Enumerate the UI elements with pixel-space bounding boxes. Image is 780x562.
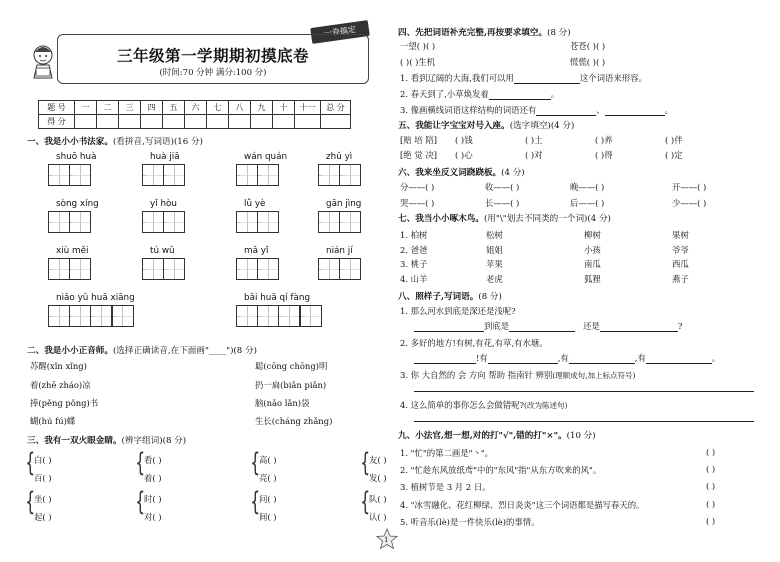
section9-heading: 九、小法官,想一想,对的打"√",错的打"×"。 (398, 431, 567, 441)
score-row-label: 得 分 (39, 115, 75, 129)
title-box (57, 34, 369, 84)
section7-title (398, 212, 611, 224)
section8-title (398, 290, 502, 302)
s8-q2-blank-1[interactable] (414, 355, 476, 364)
char-pair-item[interactable]: 看( ) (144, 455, 162, 465)
s6-item[interactable]: 后——( ) (570, 198, 605, 208)
writing-cell[interactable] (339, 258, 361, 280)
section6-note: (4 分) (501, 168, 525, 178)
writing-grid[interactable] (142, 258, 184, 280)
judge-statement: 1. "忙"的第二画是"丶"。 (400, 448, 494, 458)
s8-q2-answer (414, 352, 720, 364)
pinyin-label: bǎi huā qí fàng (244, 293, 311, 303)
judge-statement: 3. 植树节是 3 月 2 日。 (400, 482, 491, 493)
char-pair-item[interactable]: 发( ) (369, 473, 387, 483)
s4-q1 (400, 72, 647, 84)
score-cell[interactable] (273, 115, 295, 129)
s4-q3-blank-1[interactable] (536, 107, 596, 116)
brace-icon: { (360, 448, 371, 478)
s2-left-1[interactable]: 苏醒(xǐn xǐng) (30, 361, 87, 371)
s6-item[interactable]: 收——( ) (485, 182, 520, 192)
word-option[interactable]: 2. 爸爸 (400, 244, 428, 255)
writing-cell[interactable] (257, 305, 279, 327)
writing-cell[interactable] (278, 305, 300, 327)
pinyin-label: sòng xíng (56, 199, 99, 209)
writing-grid[interactable] (142, 164, 184, 186)
page-subtitle: (时间:70 分钟 满分:100 分) (159, 68, 267, 78)
s4-row1-right[interactable]: 苍苍( )( ) (570, 41, 606, 51)
s8-q2-blank-3[interactable] (569, 355, 635, 364)
writing-grid[interactable] (318, 164, 360, 186)
writing-grid[interactable] (48, 211, 90, 233)
pinyin-label: tú wǔ (150, 246, 175, 256)
s4-q3 (400, 104, 673, 116)
word-option[interactable]: 苹果 (486, 259, 503, 269)
writing-cell[interactable] (339, 211, 361, 233)
section8-note: (8 分) (478, 292, 502, 302)
score-cell[interactable] (185, 115, 207, 129)
score-header-cell: 一 (75, 101, 97, 115)
char-pair-item[interactable]: 时( ) (144, 494, 162, 504)
score-header-cell: 九 (251, 101, 273, 115)
word-option[interactable]: 老虎 (486, 273, 503, 284)
char-pair-item[interactable]: 对( ) (144, 512, 162, 522)
s8-q4-note: (改为陈述句) (524, 401, 568, 410)
score-header-cell: 二 (97, 101, 119, 115)
section6-heading: 六、我来坐反义词跷跷板。 (398, 168, 502, 178)
score-header-cell: 三 (119, 101, 141, 115)
writing-cell[interactable] (339, 164, 361, 186)
writing-grid[interactable] (142, 211, 184, 233)
section1-note: (看拼音,写词语)(16 分) (112, 137, 203, 147)
s5-row1-item[interactable]: ( )伴 (665, 135, 683, 145)
s8-q4-answer-line[interactable] (414, 421, 754, 422)
s4-q3-sep: 、 (596, 105, 605, 115)
section5-title (398, 119, 574, 131)
pinyin-label: mǎ yǐ (244, 246, 269, 256)
s8-q2-word2: ,有 (557, 353, 569, 363)
writing-cell[interactable] (236, 305, 258, 327)
s4-q2 (400, 88, 559, 100)
writing-cell[interactable] (236, 164, 258, 186)
score-header-cell: 十 (273, 101, 295, 115)
section9-title (398, 429, 596, 441)
s2-right-4[interactable]: 生长(cháng zhǎng) (255, 416, 333, 426)
char-pair-item[interactable]: 百( ) (34, 473, 52, 483)
s8-q1: 1. 那么河水到底是深还是浅呢? (400, 306, 516, 316)
pinyin-label: gān jìng (326, 199, 362, 209)
section3-heading: 三、我有一双火眼金睛。 (27, 436, 122, 446)
writing-grid[interactable] (236, 164, 278, 186)
section4-heading: 四、先把词语补充完整,再按要求填空。 (398, 28, 548, 38)
word-option[interactable]: 燕子 (672, 273, 689, 284)
writing-cell[interactable] (257, 211, 279, 233)
section4-note: (8 分) (547, 28, 571, 38)
score-cell[interactable] (75, 115, 97, 129)
score-header-cell: 总 分 (321, 101, 351, 115)
s5-row1-item[interactable]: ( )土 (525, 135, 543, 145)
score-table (38, 100, 351, 129)
s5-row2-group: [绝 觉 决] (400, 150, 437, 160)
s4-q1-tail: 这个词语来形容。 (579, 73, 647, 83)
char-pair-item[interactable]: 起( ) (34, 512, 52, 522)
word-option[interactable]: 柳树 (584, 230, 601, 240)
writing-cell[interactable] (69, 211, 91, 233)
word-option[interactable]: 姐姐 (486, 244, 503, 255)
writing-cell[interactable] (48, 211, 70, 233)
judge-answer-box[interactable]: ( ) (706, 464, 716, 475)
pinyin-label: zhǔ yì (326, 152, 353, 162)
s5-row2-item[interactable]: ( )得 (595, 150, 613, 160)
writing-cell[interactable] (48, 258, 70, 280)
s4-row1-left[interactable]: 一望( )( ) (400, 41, 436, 51)
writing-cell[interactable] (318, 164, 340, 186)
word-option[interactable]: 西瓜 (672, 259, 689, 269)
judge-statement: 4. "冰雪融化、花红柳绿、烈日炎炎"这三个词语都是描写春天的。 (400, 499, 645, 510)
writing-cell[interactable] (69, 258, 91, 280)
s8-q1-tail: ? (677, 321, 683, 331)
char-pair-item[interactable]: 坐( ) (34, 494, 52, 504)
section2-title (27, 344, 257, 356)
section3-note: (辨字组词)(8 分) (121, 436, 187, 446)
section4-title (398, 26, 571, 38)
s6-item[interactable]: 长——( ) (485, 198, 520, 208)
brace-icon: { (25, 448, 36, 478)
s4-q2-text: 2. 春天到了,小草焕发着 (400, 89, 489, 99)
pinyin-label: shuō huà (56, 152, 97, 162)
pinyin-label: yǐ hòu (150, 199, 177, 209)
section7-note: (用"\"划去不同类的一个词)(4 分) (483, 214, 611, 224)
score-cell[interactable] (141, 115, 163, 129)
char-pair-item[interactable]: 友( ) (369, 455, 387, 465)
writing-grid[interactable] (318, 211, 360, 233)
s4-q3-blank-2[interactable] (605, 107, 665, 116)
s8-q2-blank-2[interactable] (488, 355, 558, 364)
brace-icon: { (360, 487, 371, 517)
pinyin-label: nián jí (326, 246, 353, 256)
s4-row2-right[interactable]: 慌慌( )( ) (570, 57, 606, 67)
word-option[interactable]: 4. 山羊 (400, 273, 428, 284)
score-header-cell: 八 (229, 101, 251, 115)
brace-icon: { (135, 487, 146, 517)
score-cell[interactable] (119, 115, 141, 129)
s8-q2-tail: 。 (711, 353, 721, 363)
section9-note: (10 分) (566, 431, 596, 441)
section8-heading: 八、照样子,写词语。 (398, 292, 479, 302)
score-cell[interactable] (321, 115, 351, 129)
word-option[interactable]: 南瓜 (584, 259, 601, 269)
char-pair-item[interactable]: 问( ) (259, 494, 277, 504)
section1-heading: 一、我是小小书法家。 (27, 137, 113, 147)
score-cell[interactable] (229, 115, 251, 129)
word-option[interactable]: 果树 (672, 230, 689, 240)
pinyin-label: niǎo yǔ huā xiāng (56, 293, 135, 303)
s4-q3-tail: 。 (664, 105, 674, 115)
pinyin-label: wán quán (244, 152, 288, 162)
s2-left-4[interactable]: 蝴(hú fú)蝶 (30, 416, 76, 426)
writing-cell[interactable] (318, 258, 340, 280)
s8-q3-note: (理顺成句,加上标点符号) (552, 371, 636, 380)
s8-q2-word: !有 (476, 353, 488, 363)
s4-q3-text: 3. 像画横线词语这样结构的词语还有 (400, 105, 537, 115)
writing-grid[interactable] (236, 211, 278, 233)
s6-item[interactable]: 哭——( ) (400, 198, 435, 208)
s8-q1-blank-2[interactable] (509, 323, 575, 332)
score-header-cell: 七 (207, 101, 229, 115)
section5-note: (选字填空)(4 分) (509, 121, 575, 131)
writing-cell[interactable] (142, 164, 164, 186)
s2-right-1[interactable]: 聪(cōng chōng)明 (255, 361, 328, 371)
pinyin-label: huà jiā (150, 152, 180, 162)
s5-row2-item[interactable]: ( )对 (525, 150, 543, 160)
brace-icon: { (250, 487, 261, 517)
s5-row1-group: [赔 培 陪] (400, 135, 437, 145)
s5-row2-item[interactable]: ( )心 (455, 150, 473, 160)
word-option[interactable]: 小孩 (584, 244, 601, 255)
word-option[interactable]: 松树 (486, 230, 503, 240)
s2-left-2[interactable]: 着(zhē zháo)凉 (30, 380, 91, 390)
writing-cell[interactable] (163, 258, 185, 280)
s8-q1-blank-1[interactable] (414, 323, 484, 332)
s6-item[interactable]: 分——( ) (400, 182, 435, 192)
writing-grid[interactable] (236, 305, 321, 327)
s6-item[interactable]: 少——( ) (672, 198, 707, 208)
score-cell[interactable] (163, 115, 185, 129)
s2-left-3[interactable]: 捧(pěng pǒng)书 (30, 398, 99, 408)
writing-grid[interactable] (48, 164, 90, 186)
score-cell[interactable] (207, 115, 229, 129)
writing-cell[interactable] (48, 164, 70, 186)
char-pair-item[interactable]: 亮( ) (259, 473, 277, 483)
writing-grid[interactable] (236, 258, 278, 280)
s8-q2-blank-4[interactable] (646, 355, 712, 364)
s8-q3-answer-line[interactable] (414, 391, 754, 392)
score-header-cell: 四 (141, 101, 163, 115)
judge-answer-box[interactable]: ( ) (706, 515, 716, 526)
section6-title (398, 166, 525, 178)
judge-statement: 2. "忙趁东风放纸鸢"中的"东风"指"从东方吹来的风"。 (400, 465, 602, 476)
score-cell[interactable] (295, 115, 321, 129)
word-option[interactable]: 狐狸 (584, 273, 601, 284)
series-badge: 一卷搞定 (310, 20, 370, 44)
score-header-cell: 十一 (295, 101, 321, 115)
judge-statement: 5. 听音乐(lè)是一件快乐(lè)的事情。 (400, 516, 540, 527)
score-header-cell: 题 号 (39, 101, 75, 115)
judge-answer-box[interactable]: ( ) (706, 498, 716, 509)
writing-cell[interactable] (112, 305, 134, 327)
s4-q1-blank[interactable] (514, 75, 580, 84)
judge-answer-box[interactable]: ( ) (706, 481, 716, 492)
s8-q3 (400, 369, 636, 381)
score-cell[interactable] (251, 115, 273, 129)
s5-row2-item[interactable]: ( )定 (665, 150, 683, 160)
writing-cell[interactable] (257, 164, 279, 186)
writing-cell[interactable] (69, 164, 91, 186)
word-option[interactable]: 爷爷 (672, 244, 689, 255)
s8-q1-blank-3[interactable] (600, 323, 678, 332)
section3-title (27, 434, 186, 446)
section2-note: (选择正确读音,在下面画"____")(8 分) (112, 346, 257, 356)
score-header-cell: 六 (185, 101, 207, 115)
writing-cell[interactable] (163, 211, 185, 233)
writing-cell[interactable] (163, 164, 185, 186)
s8-q3-text: 3. 你 大自然的 会 方向 帮助 指南针 辨别 (400, 370, 553, 380)
writing-cell[interactable] (236, 211, 258, 233)
s5-row1-item[interactable]: ( )钱 (455, 135, 473, 145)
brace-icon: { (25, 487, 36, 517)
writing-cell[interactable] (257, 258, 279, 280)
word-option[interactable]: 3. 桃子 (400, 259, 428, 269)
char-pair-item[interactable]: 队( ) (369, 494, 387, 504)
s5-row1-item[interactable]: ( )养 (595, 135, 613, 145)
char-pair-item[interactable]: 认( ) (369, 512, 387, 522)
writing-cell[interactable] (318, 211, 340, 233)
s6-item[interactable]: 晚——( ) (570, 182, 605, 192)
s4-q1-text: 1. 看到辽阔的大海,我们可以用 (400, 73, 514, 83)
section2-heading: 二、我是小小正音师。 (27, 346, 113, 356)
writing-cell[interactable] (142, 258, 164, 280)
writing-grid[interactable] (318, 258, 360, 280)
section1-title (27, 135, 203, 147)
section7-heading: 七、我当小小啄木鸟。 (398, 214, 484, 224)
s2-right-2[interactable]: 扔一扁(biǎn piǎn) (255, 380, 327, 390)
score-cell[interactable] (97, 115, 119, 129)
word-option[interactable]: 1. 柏树 (400, 230, 428, 240)
page-number: 1 (384, 536, 389, 544)
writing-grid[interactable] (48, 305, 133, 327)
s8-q4-text: 4. 这么简单的事你怎么会做错呢? (400, 400, 525, 410)
s4-q2-blank[interactable] (489, 91, 551, 100)
s8-q1-word2: 还是 (583, 321, 600, 331)
s4-row2-left[interactable]: ( )( )生机 (400, 57, 436, 67)
char-pair-item[interactable]: 高( ) (259, 455, 277, 465)
s8-q1-word: 到底是 (484, 321, 510, 331)
writing-cell[interactable] (300, 305, 322, 327)
mascot-icon (28, 42, 58, 80)
s8-q2-word3: ,有 (634, 353, 646, 363)
s4-q2-tail: 。 (550, 89, 560, 99)
writing-cell[interactable] (142, 211, 164, 233)
brace-icon: { (135, 448, 146, 478)
judge-answer-box[interactable]: ( ) (706, 447, 716, 457)
writing-cell[interactable] (48, 305, 70, 327)
s6-item[interactable]: 开——( ) (672, 182, 707, 192)
char-pair-item[interactable]: 白( ) (34, 455, 52, 465)
section5-heading: 五、我能让字宝宝对号入座。 (398, 121, 510, 131)
writing-cell[interactable] (90, 305, 112, 327)
brace-icon: { (250, 448, 261, 478)
writing-grid[interactable] (48, 258, 90, 280)
page-title: 三年级第一学期期初摸底卷 (116, 46, 309, 65)
s8-q1-answer (414, 320, 682, 332)
writing-cell[interactable] (236, 258, 258, 280)
pinyin-label: xiù měi (56, 246, 89, 256)
writing-cell[interactable] (69, 305, 91, 327)
s8-q4 (400, 399, 567, 411)
pinyin-label: lǜ yè (244, 199, 266, 209)
s8-q2: 2. 多好的地方!有树,有花,有草,有水塘。 (400, 338, 548, 348)
s2-right-3[interactable]: 脑(nǎo lǎn)袋 (255, 398, 310, 408)
char-pair-item[interactable]: 间( ) (259, 512, 277, 522)
score-header-cell: 五 (163, 101, 185, 115)
char-pair-item[interactable]: 着( ) (144, 473, 162, 483)
